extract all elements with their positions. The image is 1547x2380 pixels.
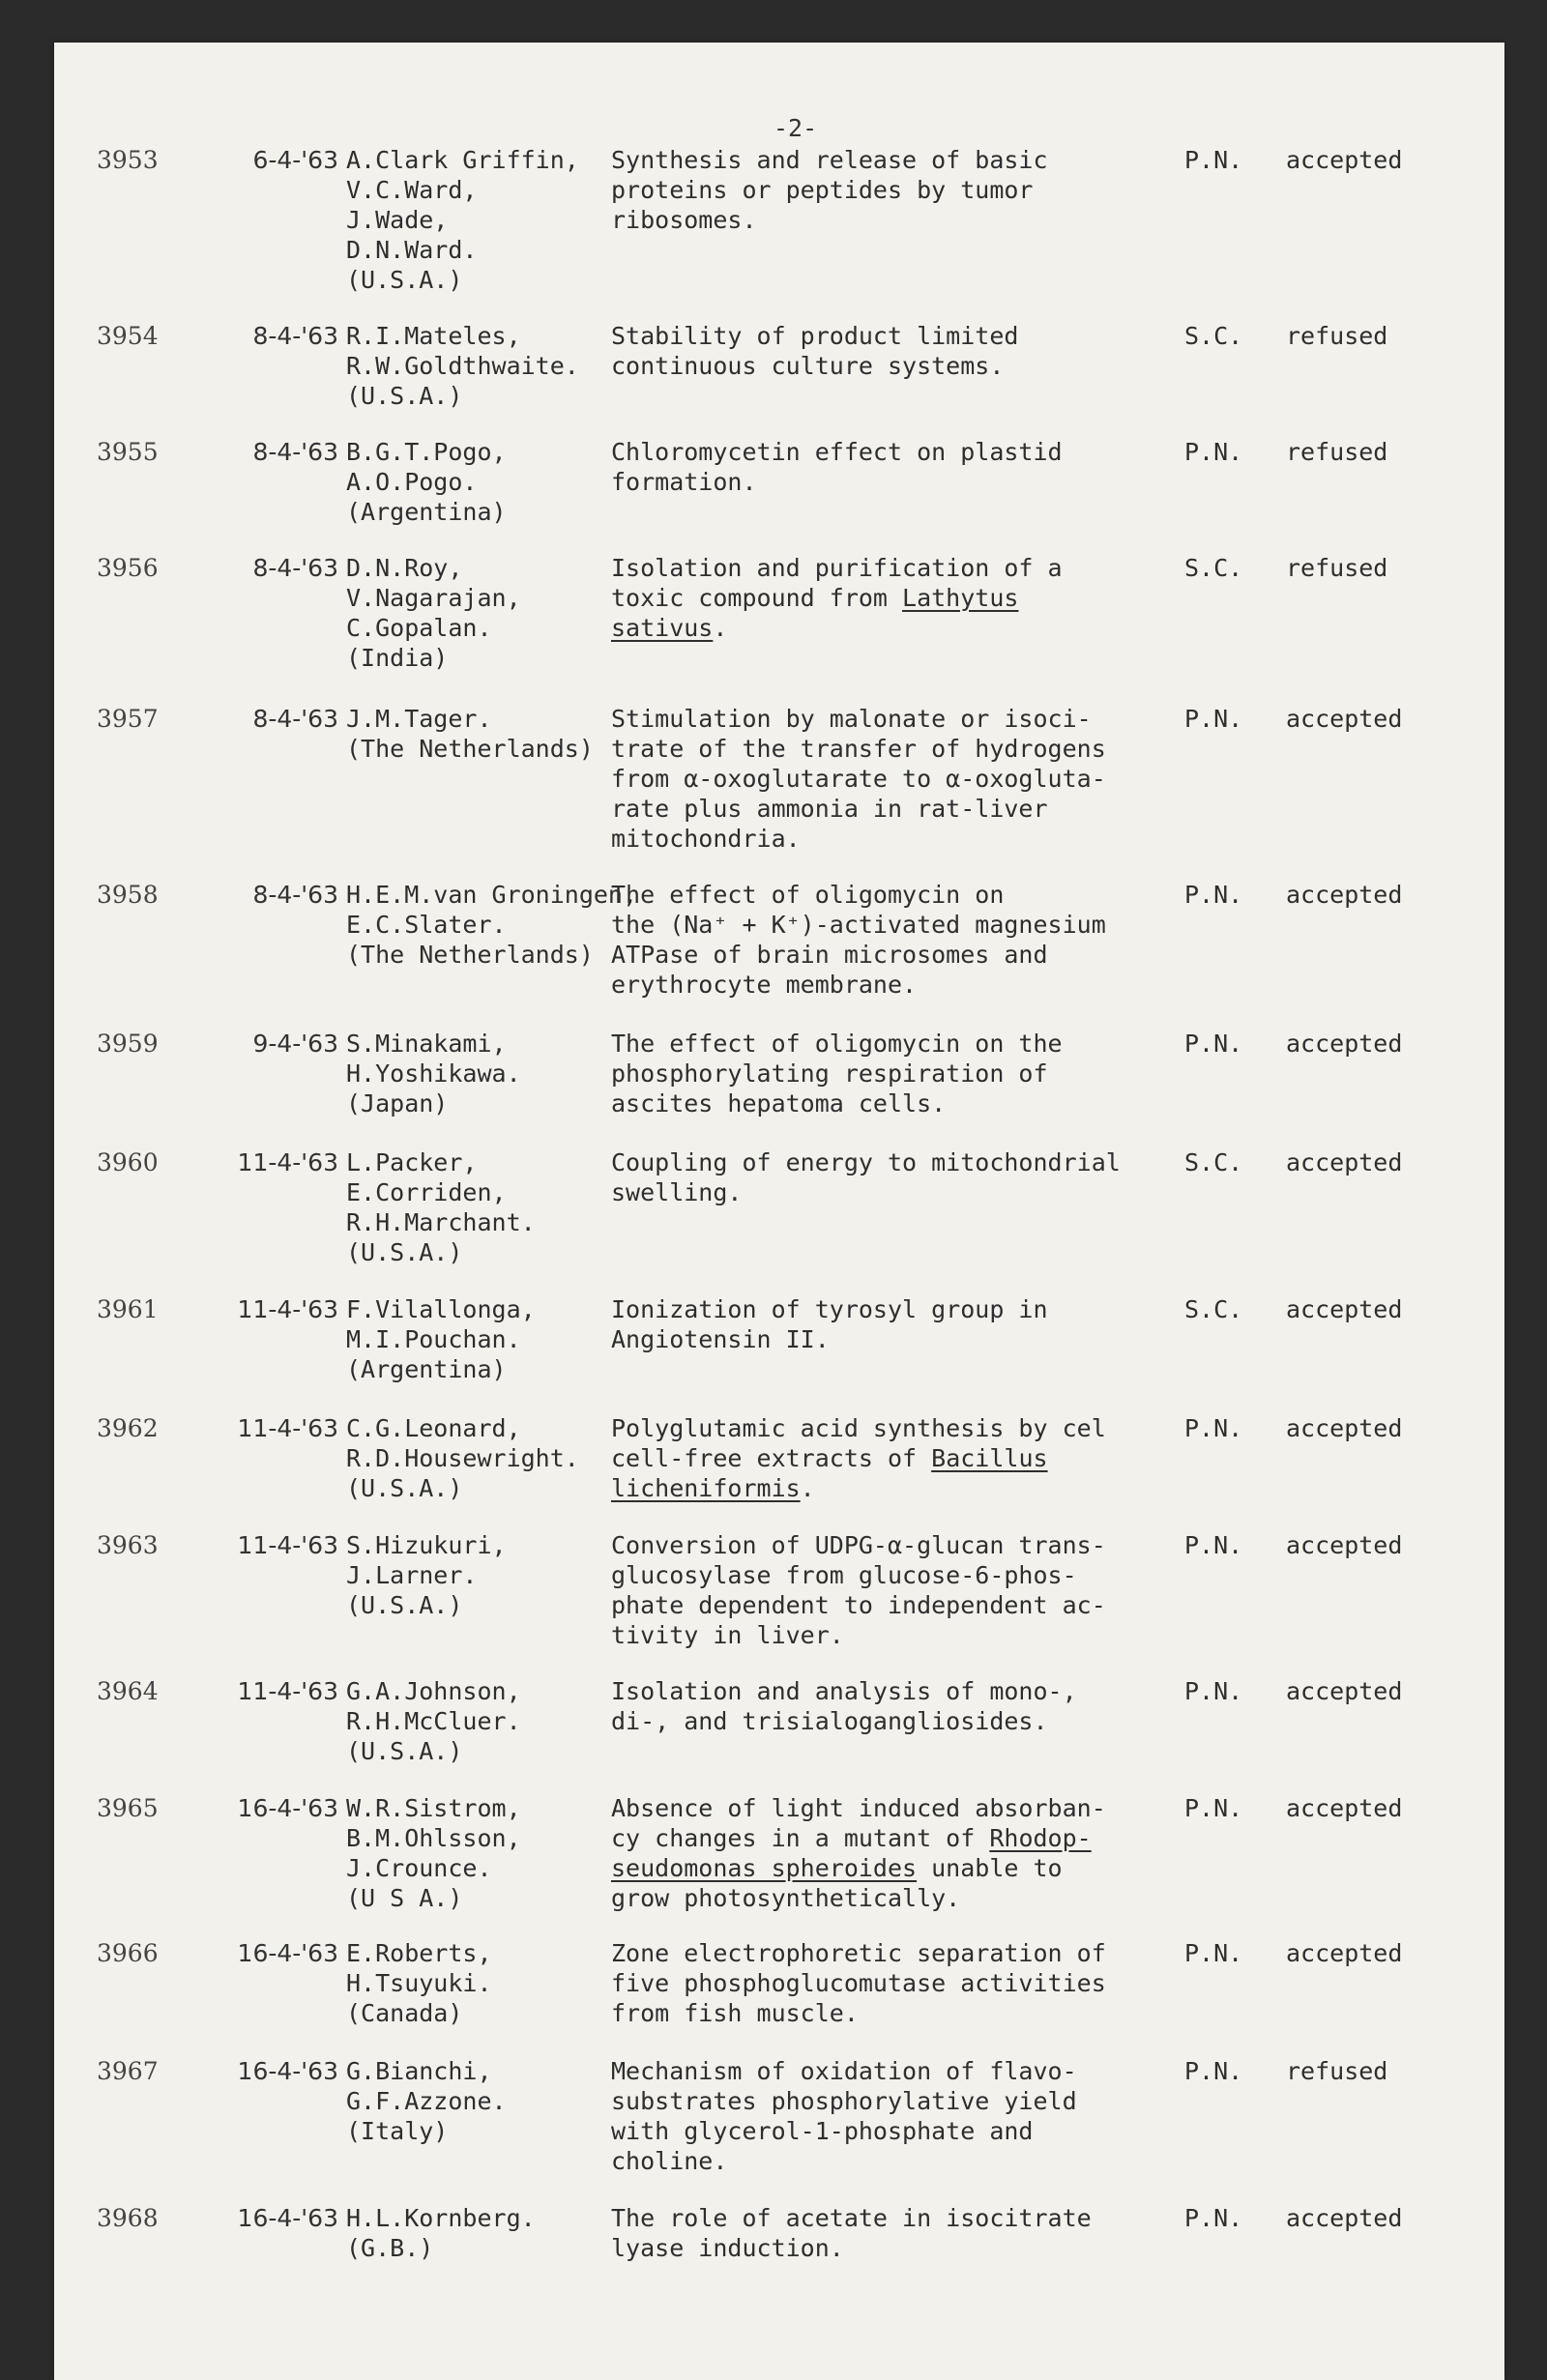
entry-title xyxy=(611,880,1191,1000)
entry-title-text: The effect of oligomycin on the phosphorylating respiration of ascites hepatoma cells. xyxy=(611,1030,1063,1117)
entry-status: accepted xyxy=(1286,705,1403,733)
entry-title-text: Absence of light induced absorban- cy changes in a mutant of xyxy=(611,1794,1106,1852)
entry-authors: W.R.Sistrom, B.M.Ohlsson, J.Crounce. (U S A.) xyxy=(346,1794,521,1912)
entry-number: 3954 xyxy=(97,322,159,350)
entry-status: accepted xyxy=(1286,1794,1403,1822)
entry-title xyxy=(611,437,1191,497)
entry-title xyxy=(611,1294,1191,1354)
entry-number: 3955 xyxy=(97,438,159,466)
entry-title-text: Isolation and analysis of mono-, di-, and trisialogangliosides. xyxy=(611,1677,1077,1735)
entry-number: 3967 xyxy=(97,2057,159,2085)
entry-title xyxy=(611,1938,1191,2028)
entry-code: P.N. xyxy=(1184,438,1243,466)
entry-date: 8-4-'63 xyxy=(252,554,338,582)
entry-authors: H.L.Kornberg. (G.B.) xyxy=(346,2204,536,2262)
entry-authors: L.Packer, E.Corriden, R.H.Marchant. (U.S.A.) xyxy=(346,1148,536,1266)
entry-date: 9-4-'63 xyxy=(252,1030,338,1058)
entry-date: 8-4-'63 xyxy=(252,322,338,350)
entry-title xyxy=(611,1029,1191,1118)
entry-code: P.N. xyxy=(1184,1030,1243,1058)
entry-status: accepted xyxy=(1286,1414,1403,1442)
entry-authors: J.M.Tager. (The Netherlands) xyxy=(346,705,594,763)
entry-status: accepted xyxy=(1286,1939,1403,1967)
entry-title xyxy=(611,704,1191,854)
entry-status: accepted xyxy=(1286,1148,1403,1176)
entry-title-text: Stimulation by malonate or isoci- trate of the transfer of hydrogens from α-oxoglutarate to α-oxogluta- rate plus ammonia in rat-liver mitochondria. xyxy=(611,705,1106,853)
page-number: -2- xyxy=(774,114,818,142)
entry-title-text: Conversion of UDPG-α-glucan trans- glucosylase from glucose-6-phos- phate dependent to independent ac- tivity in liver. xyxy=(611,1531,1106,1649)
entry-status: accepted xyxy=(1286,146,1403,174)
entry-authors: C.G.Leonard, R.D.Housewright. (U.S.A.) xyxy=(346,1414,579,1502)
entry-date: 11-4-'63 xyxy=(237,1531,338,1559)
entry-number: 3966 xyxy=(97,1939,159,1967)
entry-authors: G.Bianchi, G.F.Azzone. (Italy) xyxy=(346,2057,507,2145)
entry-date: 16-4-'63 xyxy=(237,2204,338,2232)
entry-title-species: Rhodop- seudomonas spheroides xyxy=(611,1824,1092,1882)
entry-status: accepted xyxy=(1286,2204,1403,2232)
entry-authors: E.Roberts, H.Tsuyuki. (Canada) xyxy=(346,1939,492,2027)
entry-title xyxy=(611,1147,1191,1207)
entry-title xyxy=(611,1413,1191,1503)
entry-code: S.C. xyxy=(1184,1295,1243,1323)
entry-authors: G.A.Johnson, R.H.McCluer. (U.S.A.) xyxy=(346,1677,521,1765)
entry-title-text: Zone electrophoretic separation of five phosphoglucomutase activities from fish muscle. xyxy=(611,1939,1106,2027)
entry-code: P.N. xyxy=(1184,2057,1243,2085)
entry-date: 16-4-'63 xyxy=(237,1794,338,1822)
entry-title xyxy=(611,1676,1191,1736)
entry-title-text: The effect of oligomycin on the (Na⁺ + K⁺)-activated magnesium ATPase of brain microsomes and erythrocyte membrane. xyxy=(611,881,1106,999)
entry-number: 3958 xyxy=(97,881,159,909)
entry-number: 3965 xyxy=(97,1794,159,1822)
entry-code: S.C. xyxy=(1184,1148,1243,1176)
entry-authors: S.Minakami, H.Yoshikawa. (Japan) xyxy=(346,1030,521,1117)
entry-code: P.N. xyxy=(1184,705,1243,733)
entry-title xyxy=(611,1793,1191,1913)
entry-number: 3961 xyxy=(97,1295,159,1323)
entry-code: P.N. xyxy=(1184,146,1243,174)
entry-number: 3959 xyxy=(97,1030,159,1058)
entry-code: S.C. xyxy=(1184,322,1243,350)
entry-number: 3957 xyxy=(97,705,159,733)
entry-title xyxy=(611,145,1191,235)
entry-date: 11-4-'63 xyxy=(237,1414,338,1442)
entry-number: 3960 xyxy=(97,1148,159,1176)
entry-code: P.N. xyxy=(1184,1677,1243,1705)
entry-date: 16-4-'63 xyxy=(237,2057,338,2085)
entry-title-species: Lathytus sativus xyxy=(611,584,1019,642)
entry-date: 8-4-'63 xyxy=(252,438,338,466)
entry-authors: D.N.Roy, V.Nagarajan, C.Gopalan. (India) xyxy=(346,554,521,672)
entry-authors: B.G.T.Pogo, A.O.Pogo. (Argentina) xyxy=(346,438,507,526)
entry-code: P.N. xyxy=(1184,1794,1243,1822)
entry-status: accepted xyxy=(1286,881,1403,909)
entry-title xyxy=(611,2056,1191,2176)
document-page xyxy=(54,43,1504,2380)
entry-code: P.N. xyxy=(1184,1414,1243,1442)
entry-number: 3956 xyxy=(97,554,159,582)
entry-title-tail: . xyxy=(713,614,728,642)
entry-authors: S.Hizukuri, J.Larner. (U.S.A.) xyxy=(346,1531,507,1619)
entry-number: 3953 xyxy=(97,146,159,174)
entry-number: 3968 xyxy=(97,2204,159,2232)
entry-title-species: Bacillus licheniformis xyxy=(611,1444,1048,1502)
entry-date: 8-4-'63 xyxy=(252,705,338,733)
entry-title-text: Polyglutamic acid synthesis by cel cell-free extracts of xyxy=(611,1414,1106,1472)
entry-code: P.N. xyxy=(1184,1939,1243,1967)
entry-title xyxy=(611,321,1191,381)
entry-status: refused xyxy=(1286,322,1388,350)
entry-title-tail: unable to grow photosynthetically. xyxy=(611,1854,1063,1912)
entry-title-text: Synthesis and release of basic proteins or peptides by tumor ribosomes. xyxy=(611,146,1048,234)
entry-title xyxy=(611,1530,1191,1650)
entry-title-text: Stability of product limited continuous culture systems. xyxy=(611,322,1019,380)
entry-title-text: Chloromycetin effect on plastid formation. xyxy=(611,438,1063,496)
entry-date: 8-4-'63 xyxy=(252,881,338,909)
entry-code: P.N. xyxy=(1184,881,1243,909)
entry-code: S.C. xyxy=(1184,554,1243,582)
entry-status: accepted xyxy=(1286,1531,1403,1559)
entry-title-tail: . xyxy=(800,1474,815,1502)
entry-status: refused xyxy=(1286,438,1388,466)
entry-date: 11-4-'63 xyxy=(237,1677,338,1705)
entry-title-text: Isolation and purification of a toxic compound from xyxy=(611,554,1063,612)
entry-authors: F.Vilallonga, M.I.Pouchan. (Argentina) xyxy=(346,1295,536,1383)
entry-authors: A.Clark Griffin, V.C.Ward, J.Wade, D.N.Ward. (U.S.A.) xyxy=(346,146,579,294)
entry-status: refused xyxy=(1286,2057,1388,2085)
entry-number: 3963 xyxy=(97,1531,159,1559)
entry-code: P.N. xyxy=(1184,2204,1243,2232)
entry-title-text: Ionization of tyrosyl group in Angiotensin II. xyxy=(611,1295,1048,1353)
entry-status: accepted xyxy=(1286,1030,1403,1058)
entry-date: 11-4-'63 xyxy=(237,1295,338,1323)
entry-status: refused xyxy=(1286,554,1388,582)
entry-number: 3964 xyxy=(97,1677,159,1705)
entry-title xyxy=(611,2203,1191,2263)
entry-authors: R.I.Mateles, R.W.Goldthwaite. (U.S.A.) xyxy=(346,322,579,410)
entry-authors: H.E.M.van Groningen, E.C.Slater. (The Netherlands) xyxy=(346,881,638,969)
entry-title-text: Coupling of energy to mitochondrial swelling. xyxy=(611,1148,1121,1206)
entry-date: 11-4-'63 xyxy=(237,1148,338,1176)
entry-title-text: Mechanism of oxidation of flavo- substrates phosphorylative yield with glycerol-1-phosphate and choline. xyxy=(611,2057,1077,2175)
entry-title xyxy=(611,553,1191,643)
entry-status: accepted xyxy=(1286,1677,1403,1705)
entry-status: accepted xyxy=(1286,1295,1403,1323)
entry-number: 3962 xyxy=(97,1414,159,1442)
entry-date: 6-4-'63 xyxy=(252,146,338,174)
entry-date: 16-4-'63 xyxy=(237,1939,338,1967)
entry-code: P.N. xyxy=(1184,1531,1243,1559)
entry-title-text: The role of acetate in isocitrate lyase induction. xyxy=(611,2204,1092,2262)
